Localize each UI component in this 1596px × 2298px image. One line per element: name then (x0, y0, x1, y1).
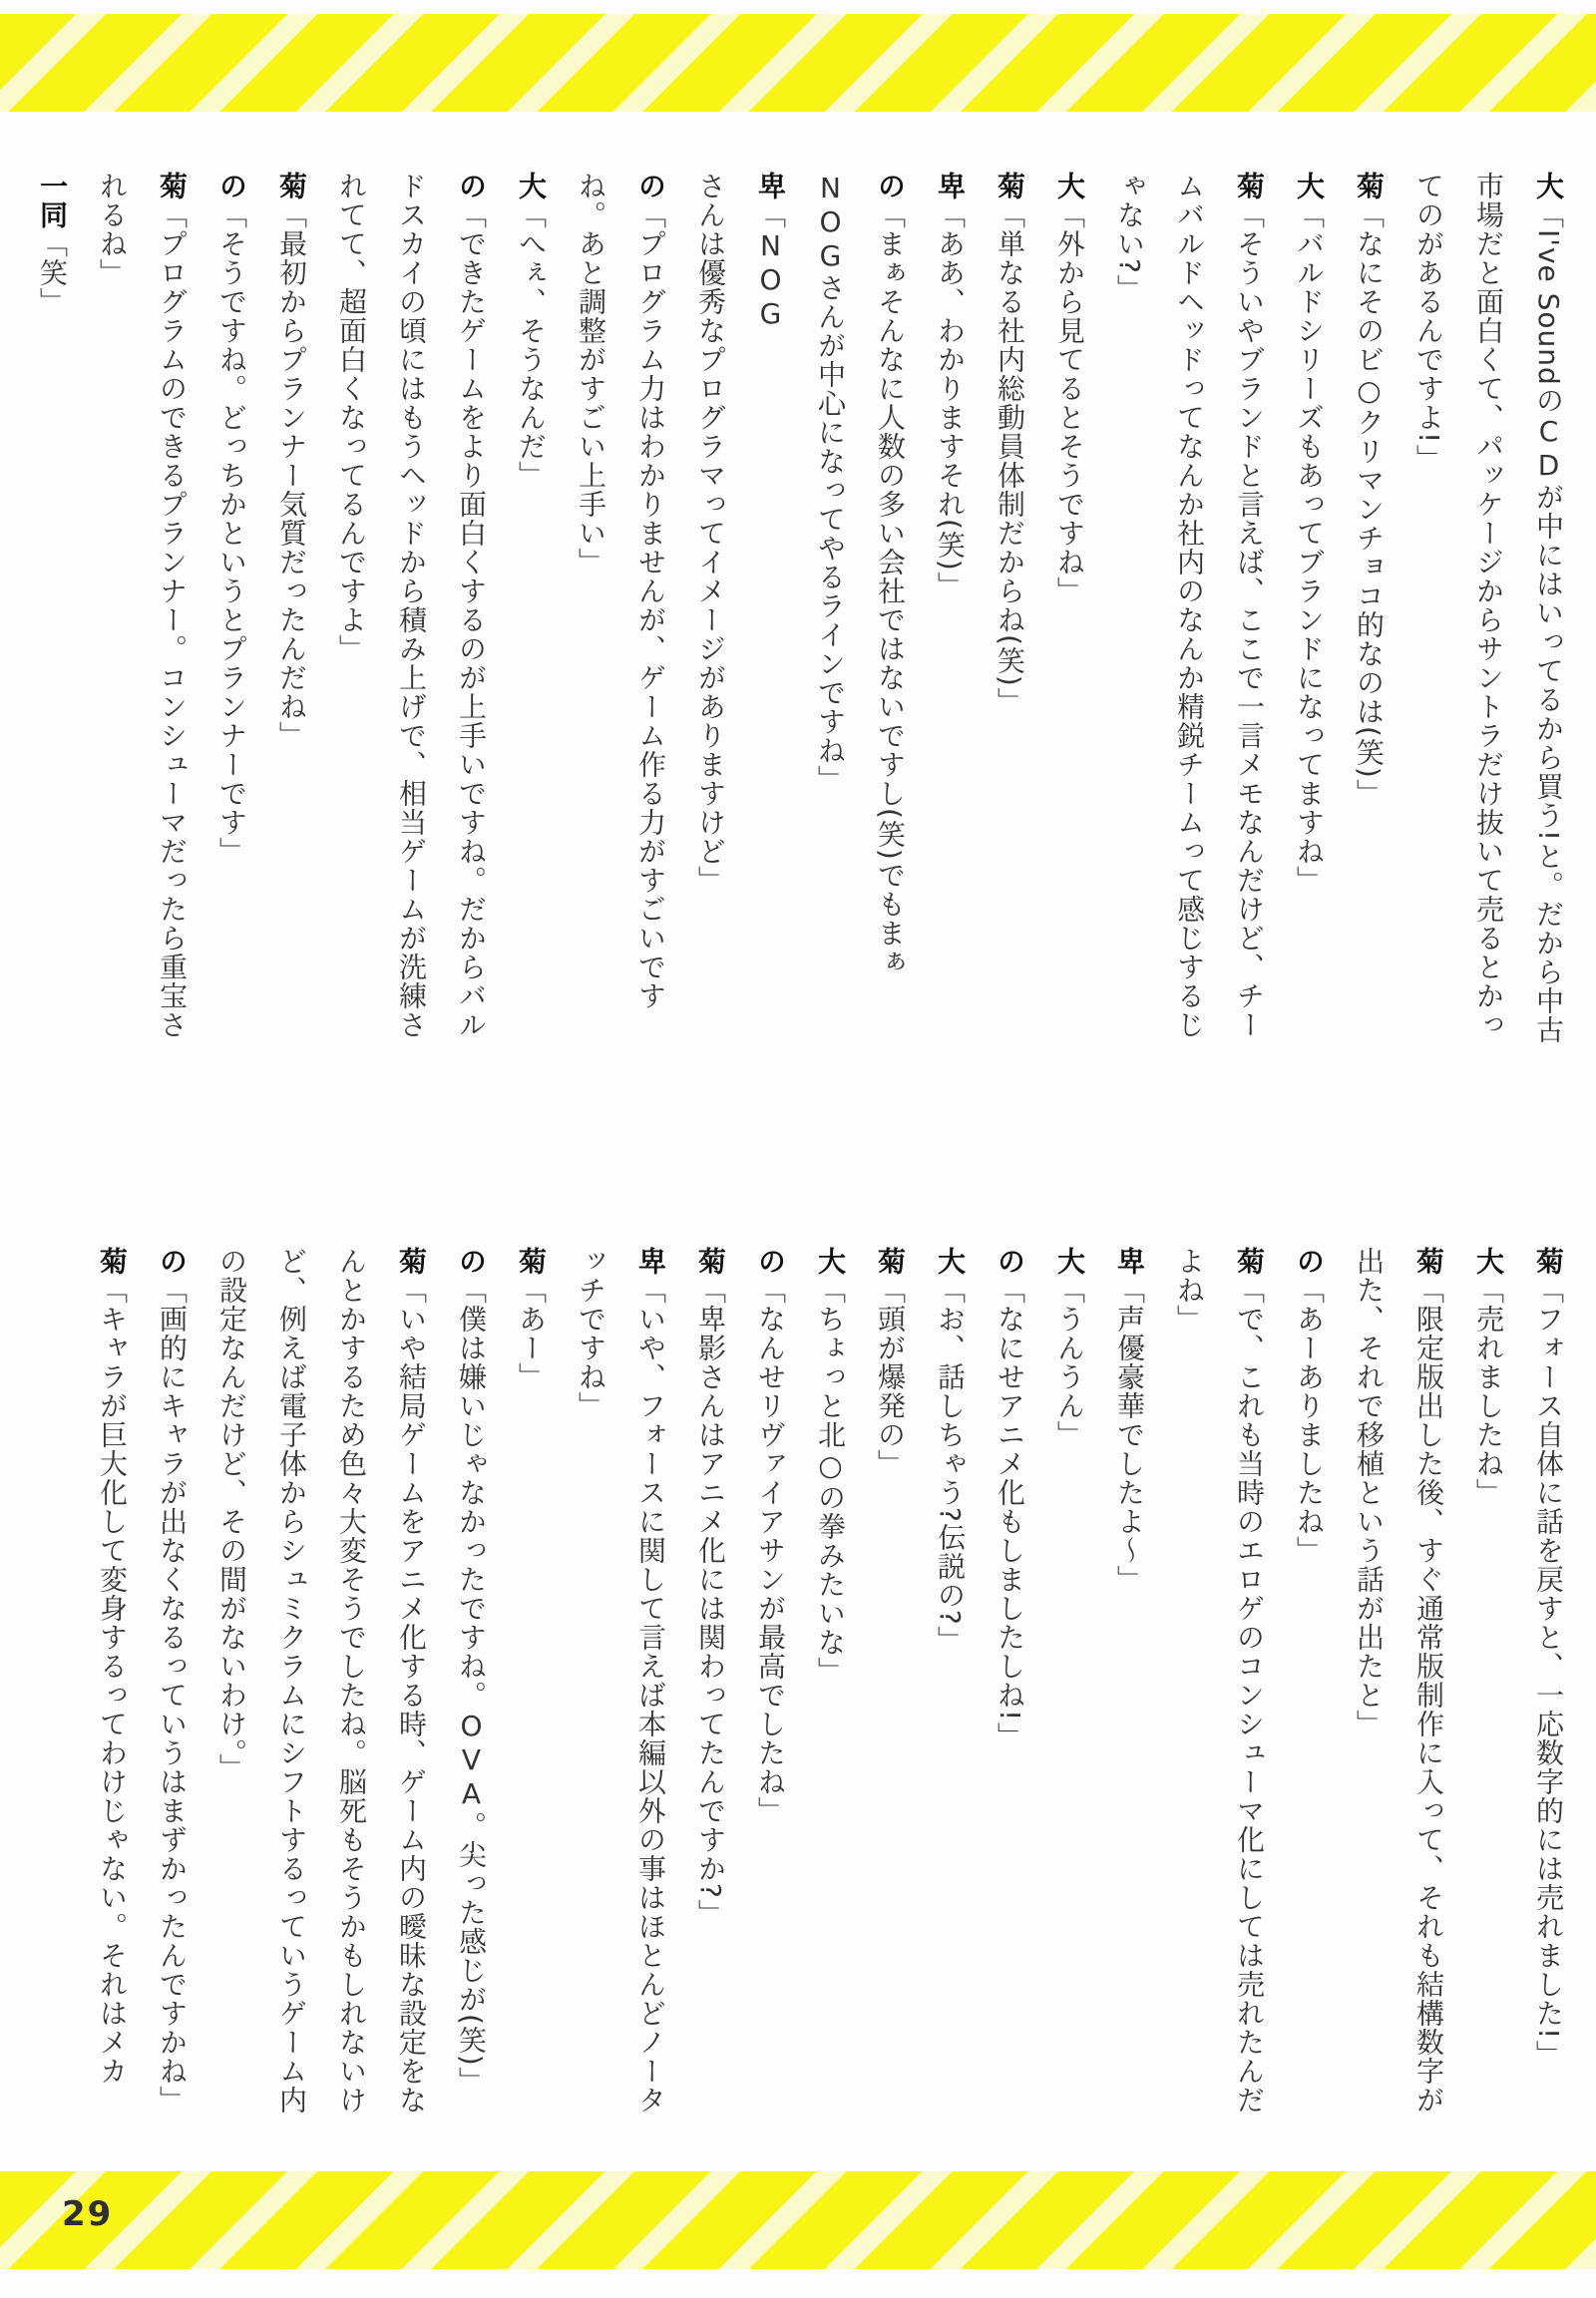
speaker-label: 一同 (36, 172, 69, 229)
speaker-label: の (874, 172, 907, 200)
speaker-label: 大 (1532, 172, 1565, 200)
dialogue-line (980, 172, 1039, 1049)
speaker-label: 菊 (96, 1247, 129, 1276)
dialogue-line (1279, 172, 1339, 1049)
dialogue-text: 「頭が爆発の」 (874, 1276, 907, 1478)
dialogue-line (201, 172, 261, 1049)
dialogue-text: 「あー」 (515, 1276, 548, 1391)
dialogue-text: 「そういやブランドと言えば、ここで一言メモなんだけど、チームバルドヘッドってなんか社内のなんか精鋭チームって感じするじゃない?」 (1113, 172, 1266, 1039)
interview-top-block (36, 172, 1578, 1049)
dialogue-text: 「笑」 (36, 229, 69, 316)
dialogue-text: 「僕は嫌いじゃなかったですね。OVA。尖った感じが(笑)」 (455, 1276, 488, 2096)
dialogue-text: 「あーありましたね」 (1293, 1276, 1326, 1565)
dialogue-line (561, 172, 680, 1049)
dialogue-line (22, 172, 82, 1049)
dialogue-line (1339, 172, 1398, 1049)
dialogue-text: 「バルドシリーズもあってブランドになってますね」 (1293, 200, 1326, 895)
top-stripe-band (0, 14, 1596, 112)
dialogue-line (1458, 1247, 1518, 2124)
speaker-label: 卑 (934, 172, 967, 200)
speaker-label: 菊 (1353, 172, 1386, 200)
dialogue-line (561, 1247, 680, 2124)
speaker-label: 菊 (1233, 172, 1266, 200)
dialogue-text: 「へぇ、そうなんだ」 (515, 200, 548, 490)
speaker-label: 卑 (754, 172, 787, 200)
dialogue-line (860, 1247, 920, 2124)
dialogue-text: 「卑影さんはアニメ化には関わってたんですか?」 (694, 1276, 727, 1928)
speaker-label: 大 (1053, 172, 1086, 200)
dialogue-text: 「で、これも当時のエロゲのコンシューマ化にしては売れたんだよね」 (1173, 1247, 1266, 2114)
dialogue-text: 「なんせリヴァイアサンが最高でしたね」 (754, 1276, 787, 1825)
dialogue-text: 「プログラムのできるプランナー。コンシューマだったら重宝されるね」 (96, 172, 189, 1039)
speaker-label: 菊 (1412, 1247, 1445, 1276)
dialogue-line (680, 172, 800, 1049)
dialogue-text: 「プログラム力はわかりませんが、ゲーム作る力がすごいですね。あと調整がすごい上手い」 (575, 172, 667, 1010)
speaker-label: 菊 (395, 1247, 428, 1276)
dialogue-text: 「キャラが巨大化して変身するってわけじゃない。それはメカ (96, 1276, 129, 2086)
dialogue-line (1039, 172, 1099, 1049)
dialogue-line (980, 1247, 1039, 2124)
dialogue-text: 「ああ、わかりますそれ(笑)」 (934, 200, 967, 600)
speaker-label: の (156, 1247, 189, 1276)
dialogue-line (82, 1247, 142, 2124)
dialogue-text: 「お、話しちゃう?伝説の?」 (934, 1276, 967, 1655)
dialogue-line (501, 1247, 561, 2124)
speaker-label: 大 (515, 172, 548, 200)
dialogue-line (441, 1247, 501, 2124)
speaker-label: 菊 (515, 1247, 548, 1276)
dialogue-text: 「I've SoundのCDが中にはいってるから買う!と。だから中古市場だと面白くて、パッケージからサントラだけ抜いて売るとかってのがあるんですよ!」 (1412, 172, 1565, 1045)
dialogue-text: 「外から見てるとそうですね」 (1053, 200, 1086, 605)
speaker-label: 菊 (874, 1247, 907, 1276)
dialogue-line (142, 1247, 201, 2124)
dialogue-line (920, 172, 980, 1049)
page-number: 29 (62, 2194, 114, 2234)
speaker-label: の (455, 1247, 488, 1276)
dialogue-text: 「最初からプランナー気質だったんだね」 (275, 200, 308, 750)
dialogue-text: 「単なる社内総動員体制だからね(笑)」 (994, 200, 1026, 716)
speaker-label: の (455, 172, 488, 200)
speaker-label: 大 (1293, 172, 1326, 200)
dialogue-line (920, 1247, 980, 2124)
dialogue-line (1518, 1247, 1578, 2124)
dialogue-text: 「画的にキャラが出なくなるっていうはまずかったんですかね」 (156, 1276, 189, 2114)
speaker-label: 菊 (1233, 1247, 1266, 1276)
dialogue-line (1339, 1247, 1458, 2124)
dialogue-line (680, 1247, 740, 2124)
bottom-stripe-band (0, 2171, 1596, 2269)
dialogue-line (261, 172, 321, 1049)
speaker-label: 菊 (156, 172, 189, 200)
dialogue-text: 「なにせアニメ化もしましたしね!」 (994, 1276, 1026, 1751)
dialogue-text: 「ちょっと北○の拳みたいな」 (814, 1276, 847, 1686)
speaker-label: 大 (1472, 1247, 1505, 1276)
dialogue-text: 「まぁそんなに人数の多い会社ではないですし(笑)でもまぁNOGさんが中心になってやるラインですね」 (814, 172, 907, 976)
speaker-label: 大 (1053, 1247, 1086, 1276)
dialogue-line (501, 172, 561, 1049)
dialogue-text: 「いや結局ゲームをアニメ化する時、ゲーム内の曖昧な設定をなんとかするため色々大変そうでしたね。脳死もそうかもしれないけど、例えば電子体からシュミクラムにシフトするっていうゲーム内の設定なんだけど、その間がないわけ。」 (215, 1247, 428, 2114)
speaker-label: の (215, 172, 248, 200)
speaker-label: 卑 (1113, 1247, 1146, 1276)
dialogue-line (740, 1247, 800, 2124)
dialogue-text: 「いや、フォースに関して言えば本編以外の事はほとんどノータッチですね」 (575, 1247, 667, 2114)
dialogue-line (1099, 172, 1279, 1049)
speaker-label: の (754, 1247, 787, 1276)
speaker-label: 卑 (634, 1247, 667, 1276)
dialogue-line (321, 172, 501, 1049)
speaker-label: の (634, 172, 667, 200)
dialogue-line (1159, 1247, 1279, 2124)
dialogue-text: 「フォース自体に話を戻すと、一応数字的には売れました!」 (1532, 1276, 1565, 2070)
dialogue-line (1099, 1247, 1159, 2124)
dialogue-text: 「うんうん」 (1053, 1276, 1086, 1449)
speaker-label: 菊 (694, 1247, 727, 1276)
dialogue-text: 「声優豪華でしたよ〜」 (1113, 1276, 1146, 1594)
speaker-label: 大 (814, 1247, 847, 1276)
dialogue-line (1398, 172, 1578, 1049)
speaker-label: の (994, 1247, 1026, 1276)
dialogue-line (1279, 1247, 1339, 2124)
dialogue-text: 「そうですね。どっちかというとプランナーです」 (215, 200, 248, 866)
dialogue-line (800, 172, 920, 1049)
dialogue-line (1039, 1247, 1099, 2124)
dialogue-text: 「売れましたね」 (1472, 1276, 1505, 1507)
dialogue-text: 「なにそのビ○クリマンチョコ的なのは(笑)」 (1353, 200, 1386, 808)
interview-bottom-block (78, 1247, 1578, 2124)
dialogue-line (201, 1247, 441, 2124)
dialogue-line (82, 172, 201, 1049)
speaker-label: 菊 (994, 172, 1026, 200)
dialogue-line (800, 1247, 860, 2124)
dialogue-text: 「限定版出した後、すぐ通常版制作に入って、それも結構数字が出た、それで移植という話が出たと」 (1353, 1247, 1445, 2114)
speaker-label: 菊 (275, 172, 308, 200)
speaker-label: 大 (934, 1247, 967, 1276)
speaker-label: の (1293, 1247, 1326, 1276)
speaker-label: 菊 (1532, 1247, 1565, 1276)
dialogue-text: 「できたゲームをより面白くするのが上手いですね。だからバルドスカイの頃にはもうヘッドから積み上げで、相当ゲームが洗練されてて、超面白くなってるんですよ」 (335, 172, 488, 1039)
dialogue-text: 「NOGさんは優秀なプログラマってイメージがありますけど」 (694, 172, 787, 895)
